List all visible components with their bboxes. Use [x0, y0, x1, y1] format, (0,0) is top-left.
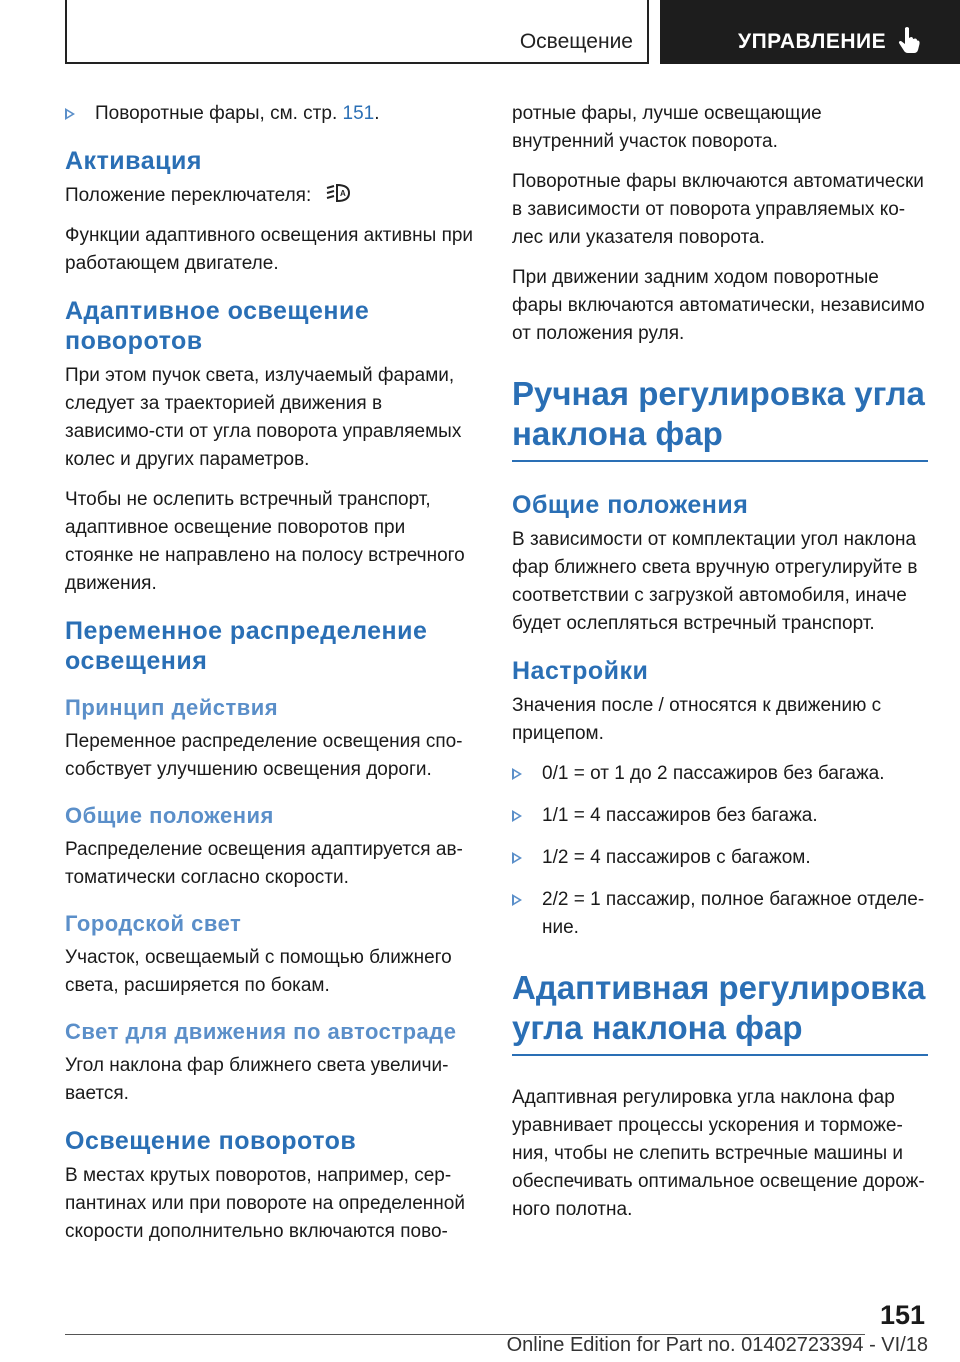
- heading-general-left: Общие положения: [65, 803, 274, 828]
- paragraph-general-left: Распределение освещения адаптируется ав-томатически согласно скорости.: [65, 839, 463, 888]
- paragraph-adaptive-2: Чтобы не ослепить встречный транспорт, адаптивное освещение поворотов при стоянке не направлено на полосу встречного движения.: [65, 489, 465, 594]
- heading-principle: Принцип действия: [65, 695, 279, 720]
- svg-text:A: A: [339, 189, 346, 198]
- paragraph-adaptive-leveling: Адаптивная регулировка угла наклона фар уравнивает процессы ускорения и торможе-ния, чтобы не слепить встречные машины и обеспечивать оптимальное освещение дорож-ного полотна.: [512, 1087, 925, 1220]
- heading-general-right: Общие положения: [512, 491, 749, 519]
- paragraph-settings: Значения после / относятся к движению с прицепом.: [512, 695, 882, 744]
- footer-edition: Online Edition for Part no. 01402723394 - VI/18: [506, 1334, 928, 1356]
- heading-settings: Настройки: [512, 657, 649, 685]
- heading-city-light: Городской свет: [65, 911, 242, 936]
- paragraph-turn-lighting: В местах крутых поворотов, например, сер-пантинах или при повороте на определенной скорости дополнительно включаются пово-: [65, 1165, 465, 1242]
- header-section-title: Освещение: [519, 30, 633, 53]
- paragraph-turn-auto: Поворотные фары включаются автоматически в зависимости от поворота управляемых ко-лес или указателя поворота.: [512, 171, 924, 248]
- header-chapter-title: УПРАВЛЕНИЕ: [738, 30, 887, 53]
- header-chapter-box: [660, 0, 960, 64]
- setting-text: 1/2 = 4 пассажиров с багажом.: [542, 847, 811, 868]
- paragraph-city-light: Участок, освещаемый с помощью ближнего света, расширяется по бокам.: [65, 947, 452, 996]
- triangle-bullet-icon: [65, 108, 75, 120]
- setting-text: 1/1 = 4 пассажиров без багажа.: [542, 805, 818, 826]
- paragraph-continuation: ротные фары, лучше освещающие внутренний участок поворота.: [512, 103, 822, 152]
- list-item: [512, 886, 928, 942]
- heading-highway-light: Свет для движения по автостраде: [65, 1019, 457, 1044]
- hand-pointer-icon: [898, 26, 920, 54]
- paragraph-principle: Переменное распределение освещения спо-собствует улучшению освещения дороги.: [65, 731, 463, 780]
- paragraph-reverse: При движении задним ходом поворотные фары включаются автоматически, независимо от положения руля.: [512, 267, 925, 344]
- page-number: 151: [880, 1300, 926, 1330]
- list-item: [512, 844, 928, 872]
- paragraph-highway-light: Угол наклона фар ближнего света увеличи-вается.: [65, 1055, 449, 1104]
- setting-text: 2/2 = 1 пассажир, полное багажное отделе-ние.: [542, 889, 925, 938]
- heading-variable-distribution: Переменное распределение освещения: [65, 617, 428, 675]
- triangle-bullet-icon: [512, 894, 522, 906]
- switch-position-text: Положение переключателя:: [65, 185, 312, 206]
- header-section-box: [65, 0, 649, 64]
- paragraph-functions: Функции адаптивного освещения активны при работающем двигателе.: [65, 225, 474, 274]
- page-link[interactable]: 151: [342, 103, 375, 124]
- setting-text: 0/1 = от 1 до 2 пассажиров без багажа.: [542, 763, 885, 784]
- triangle-bullet-icon: [512, 810, 522, 822]
- list-item: [512, 760, 928, 788]
- heading-turn-lighting: Освещение поворотов: [65, 1127, 357, 1155]
- right-column: [512, 100, 928, 1236]
- heading-adaptive-leveling: Адаптивная регулировка угла наклона фар: [512, 968, 928, 1056]
- bullet-end: .: [374, 103, 380, 124]
- heading-activation: Активация: [65, 147, 202, 175]
- list-item: [512, 802, 928, 830]
- triangle-bullet-icon: [512, 768, 522, 780]
- heading-manual-adjustment: Ручная регулировка угла наклона фар: [512, 374, 928, 462]
- paragraph-general-right: В зависимости от комплектации угол наклона фар ближнего света вручную отрегулируйте в соответствии с загрузкой автомобиля, иначе будет ослепляться встречный транспорт.: [512, 529, 918, 634]
- paragraph-switch-position: [65, 182, 477, 210]
- left-column: [65, 100, 477, 1258]
- bullet-text: Поворотные фары, см. стр.: [95, 103, 338, 124]
- auto-headlight-icon: [325, 182, 351, 204]
- heading-adaptive-lighting: Адаптивное освещение поворотов: [65, 297, 370, 355]
- triangle-bullet-icon: [512, 852, 522, 864]
- list-item: [65, 100, 477, 128]
- paragraph-adaptive-1: При этом пучок света, излучаемый фарами, следует за траекторией движения в зависимо-сти от угла поворота управляемых колес и других параметров.: [65, 365, 462, 470]
